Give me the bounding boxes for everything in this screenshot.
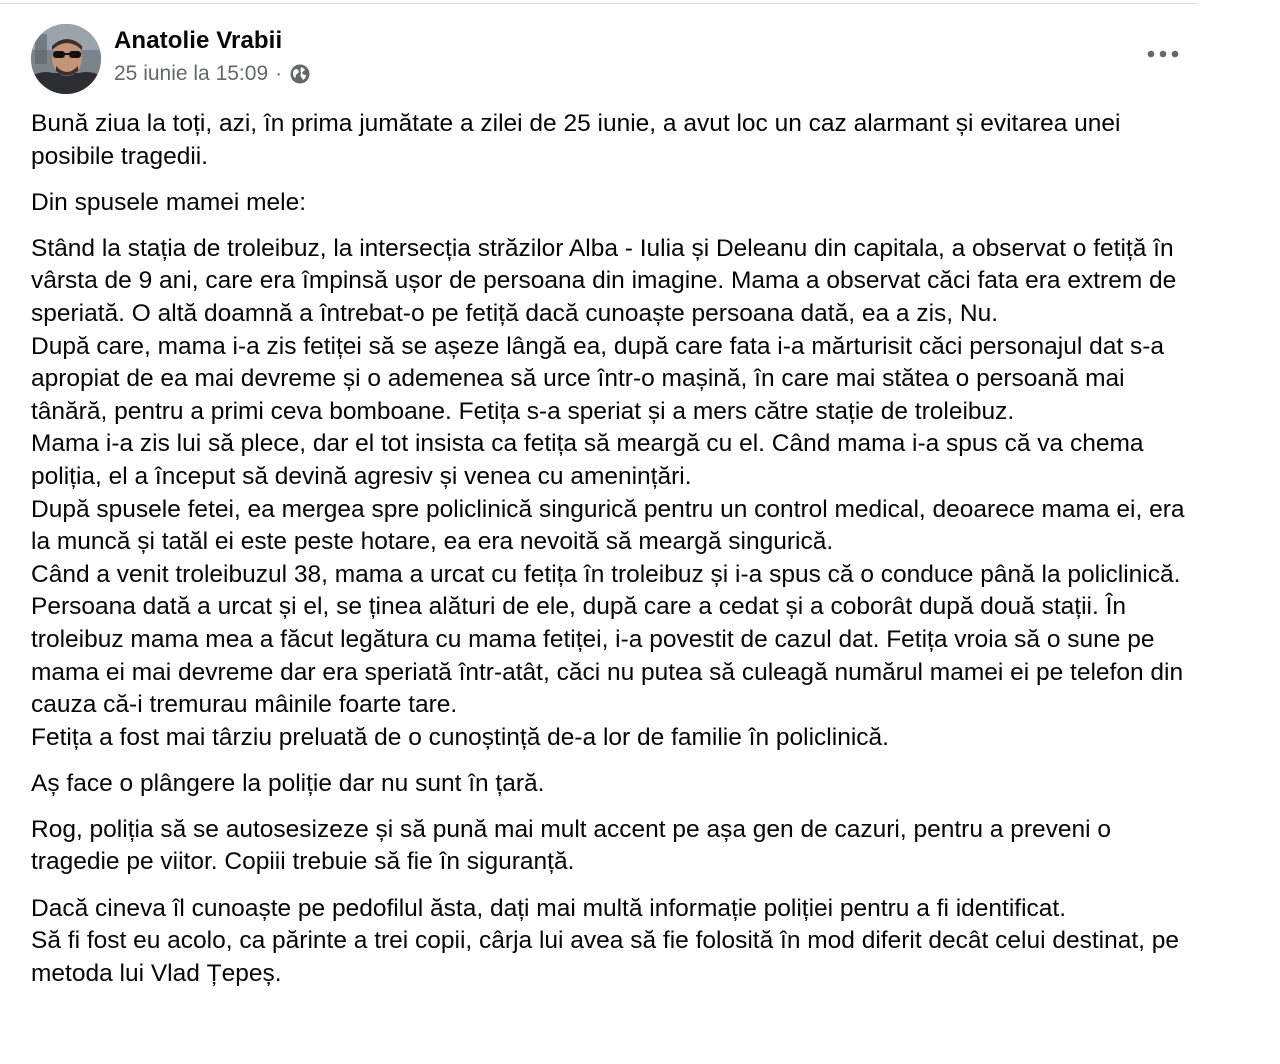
- post-body: [31, 108, 1201, 1004]
- avatar[interactable]: [31, 24, 101, 94]
- top-divider: [0, 3, 1198, 4]
- post-text-line: Dacă cineva îl cunoaște pe pedofilul ăsta, dați mai multă informație poliției pentru a fi identificat.: [31, 894, 1067, 922]
- post-text-line: Mama i-a zis lui să plece, dar el tot insista ca fetița să meargă cu el. Când mama i-a spus că va chema poliția, el a început să devină agresiv și venea cu amenințări.: [31, 430, 1144, 490]
- post-timestamp[interactable]: 25 iunie la 15:09: [114, 62, 269, 85]
- post-text-line: Din spusele mamei mele:: [31, 188, 307, 216]
- post-paragraph: [31, 893, 1201, 991]
- post-paragraph: [31, 768, 1201, 801]
- more-options-icon: [1147, 50, 1179, 58]
- post-paragraph: [31, 108, 1201, 173]
- post-text-line: Rog, poliția să se autosesizeze și să pună mai mult accent pe așa gen de cazuri, pentru a preveni o tragedie pe viitor. Copiii trebuie să fie în siguranță.: [31, 815, 1111, 876]
- post-text-line: După care, mama i-a zis fetiței să se așeze lângă ea, după care fata i-a mărturisit căci personajul dat s-a apropiat de ea mai devreme și o ademenea să urce într-o mașină, în care mai stătea o persoană mai tânără, pentru a primi ceva bomboane. Fetița s-a speriat și a mers către stație de troleibuz.: [31, 332, 1164, 425]
- post-paragraph: [31, 187, 1201, 220]
- post-meta: [114, 62, 311, 86]
- meta-separator: ·: [275, 62, 283, 85]
- post-text-line: Fetița a fost mai târziu preluată de o cunoștință de-a lor de familie în policlinică.: [31, 723, 889, 751]
- post-text-line: Să fi fost eu acolo, ca părinte a trei copii, cârja lui avea să fie folosită în mod diferit decât celui destinat, pe metoda lui Vlad Țepeș.: [31, 927, 1180, 987]
- post-text-line: Bună ziua la toți, azi, în prima jumătate a zilei de 25 iunie, a avut loc un caz alarmant și evitarea unei posibile tragedii.: [31, 110, 1121, 170]
- post-paragraph: [31, 814, 1201, 879]
- post-text-line: Aș face o plângere la poliție dar nu sunt în țară.: [31, 769, 545, 797]
- post-text-line: Când a venit troleibuzul 38, mama a urcat cu fetița în troleibuz și i-a spus că o conduce până la policlinică. Persoana dată a urcat și el, se ținea alături de ele, după care a cedat și a coborât după două stații. În troleibuz mama mea a făcut legătura cu mama fetiței, i-a povestit de cazul dat. Fetița vroia să o sune pe mama ei mai devreme dar era speriată într-atât, căci nu putea să culeagă numărul mamei ei pe telefon din cauza că-i tremurau mâinile foarte tare.: [31, 560, 1184, 719]
- avatar-image: [31, 24, 101, 94]
- post-text-line: După spusele fetei, ea mergea spre policlinică singurică pentru un control medical, deoarece mama ei, era la muncă și tatăl ei este peste hotare, ea era nevoită să meargă singurică.: [31, 495, 1185, 556]
- post-header: [31, 22, 1191, 94]
- post-paragraph: [31, 233, 1201, 755]
- author-name[interactable]: Anatolie Vrabii: [114, 27, 283, 54]
- more-options-button[interactable]: [1143, 40, 1183, 68]
- post-text-line: Stând la stația de troleibuz, la intersecția străzilor Alba - Iulia și Deleanu din capitala, a observat o fetiță în vârsta de 9 ani, care era împinsă ușor de persoana din imagine. Mama a observat căci fata era extrem de speriată. O altă doamnă a întrebat-o pe fetiță dacă cunoaște persoana dată, ea a zis, Nu.: [31, 234, 1177, 327]
- globe-icon[interactable]: [289, 63, 311, 85]
